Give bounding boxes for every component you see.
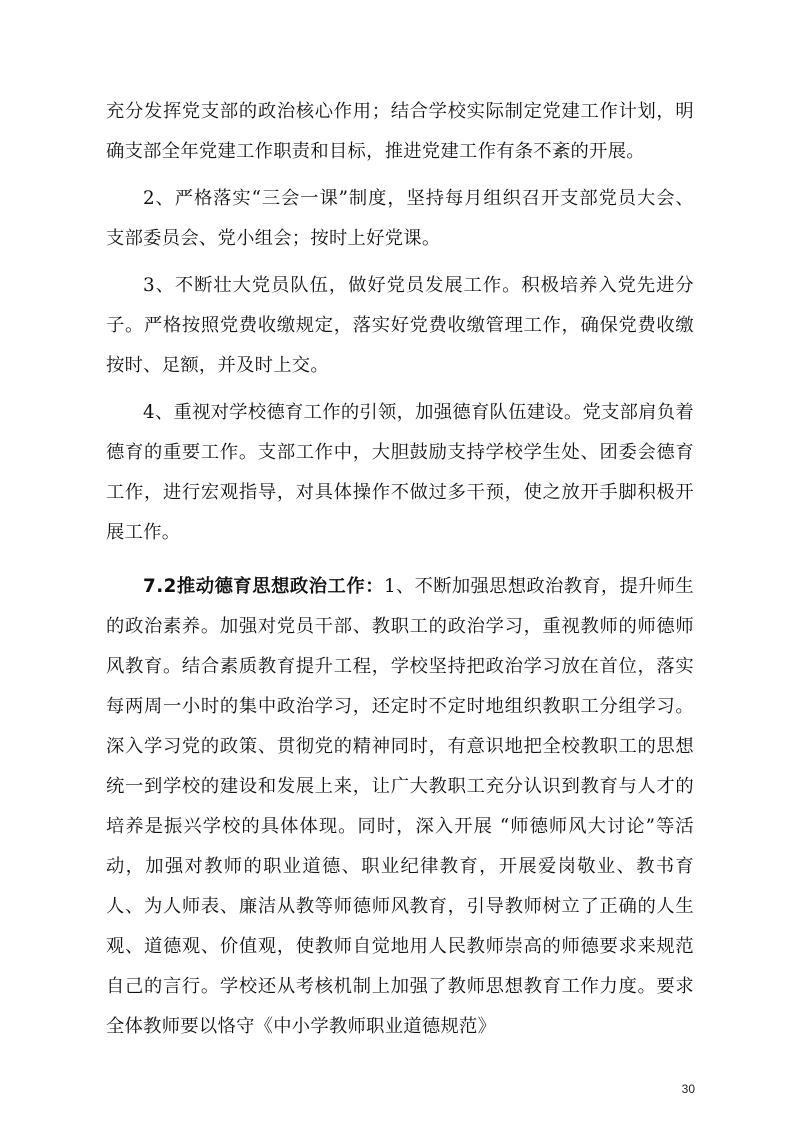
paragraph-continuation: 充分发挥党支部的政治核心作用；结合学校实际制定党建工作计划，明确支部全年党建工作职责和目标，推进党建工作有条不紊的开展。 <box>106 101 694 162</box>
section-7-2-text: 1、不断加强思想政治教育，提升师生的政治素养。加强对党员干部、教职工的政治学习，重视教师的师德师风教育。结合素质教育提升工程，学校坚持把政治学习放在首位，落实每两周一小时的集中政治学习，还定时不定时地组织教职工分组学习。深入学习党的政策、贯彻党的精神同时，有意识地把全校教职工的思想统一到学校的建设和发展上来，让广大教职工充分认识到教育与人才的培养是振兴学校的具体体现。同时，深入开展 “师德师风大讨论”等活动，加强对教师的职业道德、职业纪律教育，开展爱岗敬业、教书育人、为人师表、廉洁从教等师德师风教育，引导教师树立了正确的人生观、道德观、价值观，使教师自觉地用人民教师崇高的师德要求来规范自己的言行。学校还从考核机制上加强了教师思想教育工作力度。要求全体教师要以恪守《中小学教师职业道德规范》 <box>106 576 694 1037</box>
section-7-2-paragraph <box>106 567 694 1047</box>
paragraph-item-3: 3、不断壮大党员队伍，做好党员发展工作。积极培养入党先进分子。严格按照党费收缴规定，落实好党费收缴管理工作，确保党费收缴按时、足额，并及时上交。 <box>106 275 694 376</box>
document-body <box>106 92 694 1047</box>
section-7-2-heading: 7.2推动德育思想政治工作： <box>143 576 385 597</box>
paragraph-item-4: 4、重视对学校德育工作的引领，加强德育队伍建设。党支部肩负着德育的重要工作。支部工作中，大胆鼓励支持学校学生处、团委会德育工作，进行宏观指导，对具体操作不做过多干预，使之放开手脚积极开展工作。 <box>106 402 694 543</box>
page-number: 30 <box>681 1082 695 1096</box>
paragraph-item-2: 2、严格落实“三会一课”制度，坚持每月组织召开支部党员大会、支部委员会、党小组会；按时上好党课。 <box>106 188 694 249</box>
